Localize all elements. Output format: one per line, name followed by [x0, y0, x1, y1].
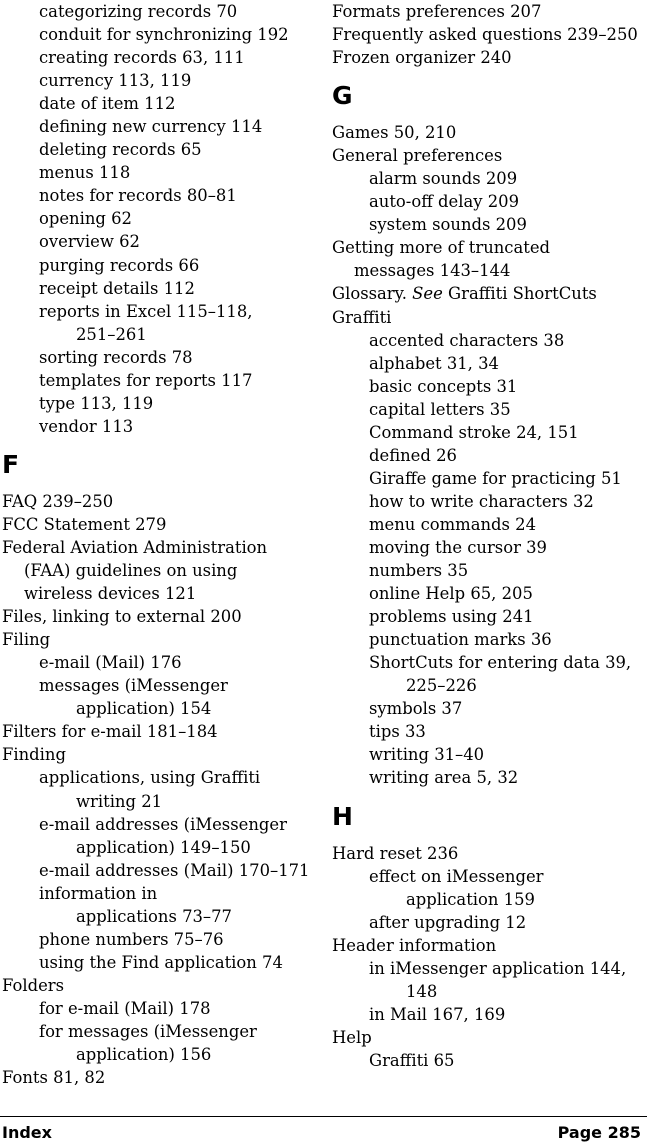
index-subentry: type 113, 119 [39, 393, 154, 413]
index-entry-continuation: application) 154 [76, 699, 212, 719]
index-subentry: reports in Excel 115–118, [39, 301, 253, 321]
index-subentry: receipt details 112 [39, 278, 195, 298]
index-subentry: problems using 241 [369, 607, 534, 627]
index-subentry: for e-mail (Mail) 178 [39, 998, 211, 1018]
index-subentry: tips 33 [369, 722, 426, 742]
index-subentry: opening 62 [39, 209, 132, 229]
index-subentry: defining new currency 114 [39, 117, 263, 137]
index-entry: Formats preferences 207 [332, 2, 542, 21]
index-entry: Help [332, 1027, 372, 1047]
index-subentry: writing area 5, 32 [369, 768, 519, 788]
index-subentry: menu commands 24 [369, 514, 536, 534]
index-subentry: date of item 112 [39, 94, 176, 114]
index-entry-continuation: application) 156 [76, 1045, 212, 1065]
index-entry-continuation: messages 143–144 [354, 261, 511, 281]
index-subentry: ShortCuts for entering data 39, [369, 653, 632, 673]
index-subentry: templates for reports 117 [39, 370, 253, 390]
index-subentry: after upgrading 12 [369, 912, 527, 932]
index-subentry: symbols 37 [369, 699, 463, 719]
see-label: See [412, 284, 443, 304]
index-subentry: defined 26 [369, 445, 457, 465]
index-subentry: information in [39, 883, 158, 903]
index-subentry: accented characters 38 [369, 330, 565, 350]
index-subentry: phone numbers 75–76 [39, 929, 224, 949]
index-entry: Getting more of truncated [332, 238, 551, 258]
index-entry-continuation: application 159 [406, 889, 535, 909]
index-entry: Filing [2, 630, 51, 650]
index-subentry: in iMessenger application 144, [369, 958, 627, 978]
index-entry: Folders [2, 975, 65, 995]
index-subentry: Giraffe game for practicing 51 [369, 468, 622, 488]
index-entry: Files, linking to external 200 [2, 607, 242, 627]
index-subentry: system sounds 209 [369, 215, 527, 235]
index-subentry: menus 118 [39, 163, 131, 183]
index-subentry: online Help 65, 205 [369, 584, 533, 604]
index-subentry: purging records 66 [39, 255, 200, 275]
index-entry: Header information [332, 935, 497, 955]
index-column-right [332, 0, 644, 1072]
index-subentry: e-mail addresses (Mail) 170–171 [39, 860, 310, 880]
index-entry-continuation: wireless devices 121 [24, 584, 197, 604]
index-subentry: alarm sounds 209 [369, 169, 518, 189]
index-subentry: deleting records 65 [39, 140, 202, 160]
index-subentry: sorting records 78 [39, 347, 193, 367]
index-letter-heading: H [332, 801, 353, 831]
index-entry-continuation: application) 149–150 [76, 837, 251, 857]
index-subentry: conduit for synchronizing 192 [39, 25, 289, 45]
see-target: Graffiti ShortCuts [448, 284, 597, 304]
index-entry: FCC Statement 279 [2, 514, 167, 534]
index-subentry: e-mail (Mail) 176 [39, 653, 182, 673]
index-entry: Frequently asked questions 239–250 [332, 25, 638, 45]
index-entry: Frozen organizer 240 [332, 48, 512, 68]
index-entry: General preferences [332, 146, 503, 166]
footer-page-number: Page 285 [557, 1123, 641, 1142]
index-subentry: notes for records 80–81 [39, 186, 237, 206]
index-subentry: creating records 63, 111 [39, 48, 245, 68]
index-subentry: categorizing records 70 [39, 2, 238, 21]
index-entry-continuation: writing 21 [76, 791, 163, 811]
index-subentry: for messages (iMessenger [39, 1021, 257, 1041]
index-subentry: currency 113, 119 [39, 71, 192, 91]
index-subentry: e-mail addresses (iMessenger [39, 814, 287, 834]
index-subentry: in Mail 167, 169 [369, 1004, 506, 1024]
index-subentry: how to write characters 32 [369, 491, 594, 511]
index-subentry: effect on iMessenger [369, 866, 544, 886]
index-subentry: Graffiti 65 [369, 1050, 455, 1070]
index-letter-heading: F [2, 449, 20, 479]
index-subentry: capital letters 35 [369, 399, 511, 419]
index-entry-continuation: applications 73–77 [76, 906, 232, 926]
index-subentry: basic concepts 31 [369, 376, 518, 396]
index-subentry: vendor 113 [39, 416, 134, 436]
index-entry: Fonts 81, 82 [2, 1068, 106, 1088]
index-entry: Finding [2, 745, 66, 765]
index-subentry: numbers 35 [369, 561, 469, 581]
index-entry: Filters for e-mail 181–184 [2, 722, 218, 742]
index-subentry: moving the cursor 39 [369, 537, 547, 557]
index-subentry: applications, using Graffiti [39, 768, 261, 788]
index-subentry: using the Find application 74 [39, 952, 283, 972]
index-entry: Federal Aviation Administration [2, 537, 268, 557]
index-entry-continuation: 251–261 [76, 324, 147, 344]
index-entry: Games 50, 210 [332, 123, 457, 143]
index-subentry: overview 62 [39, 232, 140, 252]
index-subentry: messages (iMessenger [39, 676, 228, 696]
index-entry: FAQ 239–250 [2, 491, 114, 511]
index-entry-continuation: 148 [406, 981, 438, 1001]
index-see-reference [332, 282, 644, 305]
see-term: Glossary. [332, 284, 407, 304]
index-entry: Graffiti [332, 307, 392, 327]
index-subentry: punctuation marks 36 [369, 630, 552, 650]
index-column-left [2, 0, 320, 1089]
index-entry-continuation: 225–226 [406, 676, 477, 696]
index-letter-heading: G [332, 81, 353, 111]
index-entry: Hard reset 236 [332, 843, 459, 863]
index-subentry: Command stroke 24, 151 [369, 422, 579, 442]
index-entry-continuation: (FAA) guidelines on using [24, 561, 238, 581]
footer-rule [0, 1116, 647, 1117]
index-subentry: auto-off delay 209 [369, 192, 520, 212]
index-subentry: writing 31–40 [369, 745, 485, 765]
footer-section-label: Index [2, 1123, 52, 1142]
index-subentry: alphabet 31, 34 [369, 353, 499, 373]
